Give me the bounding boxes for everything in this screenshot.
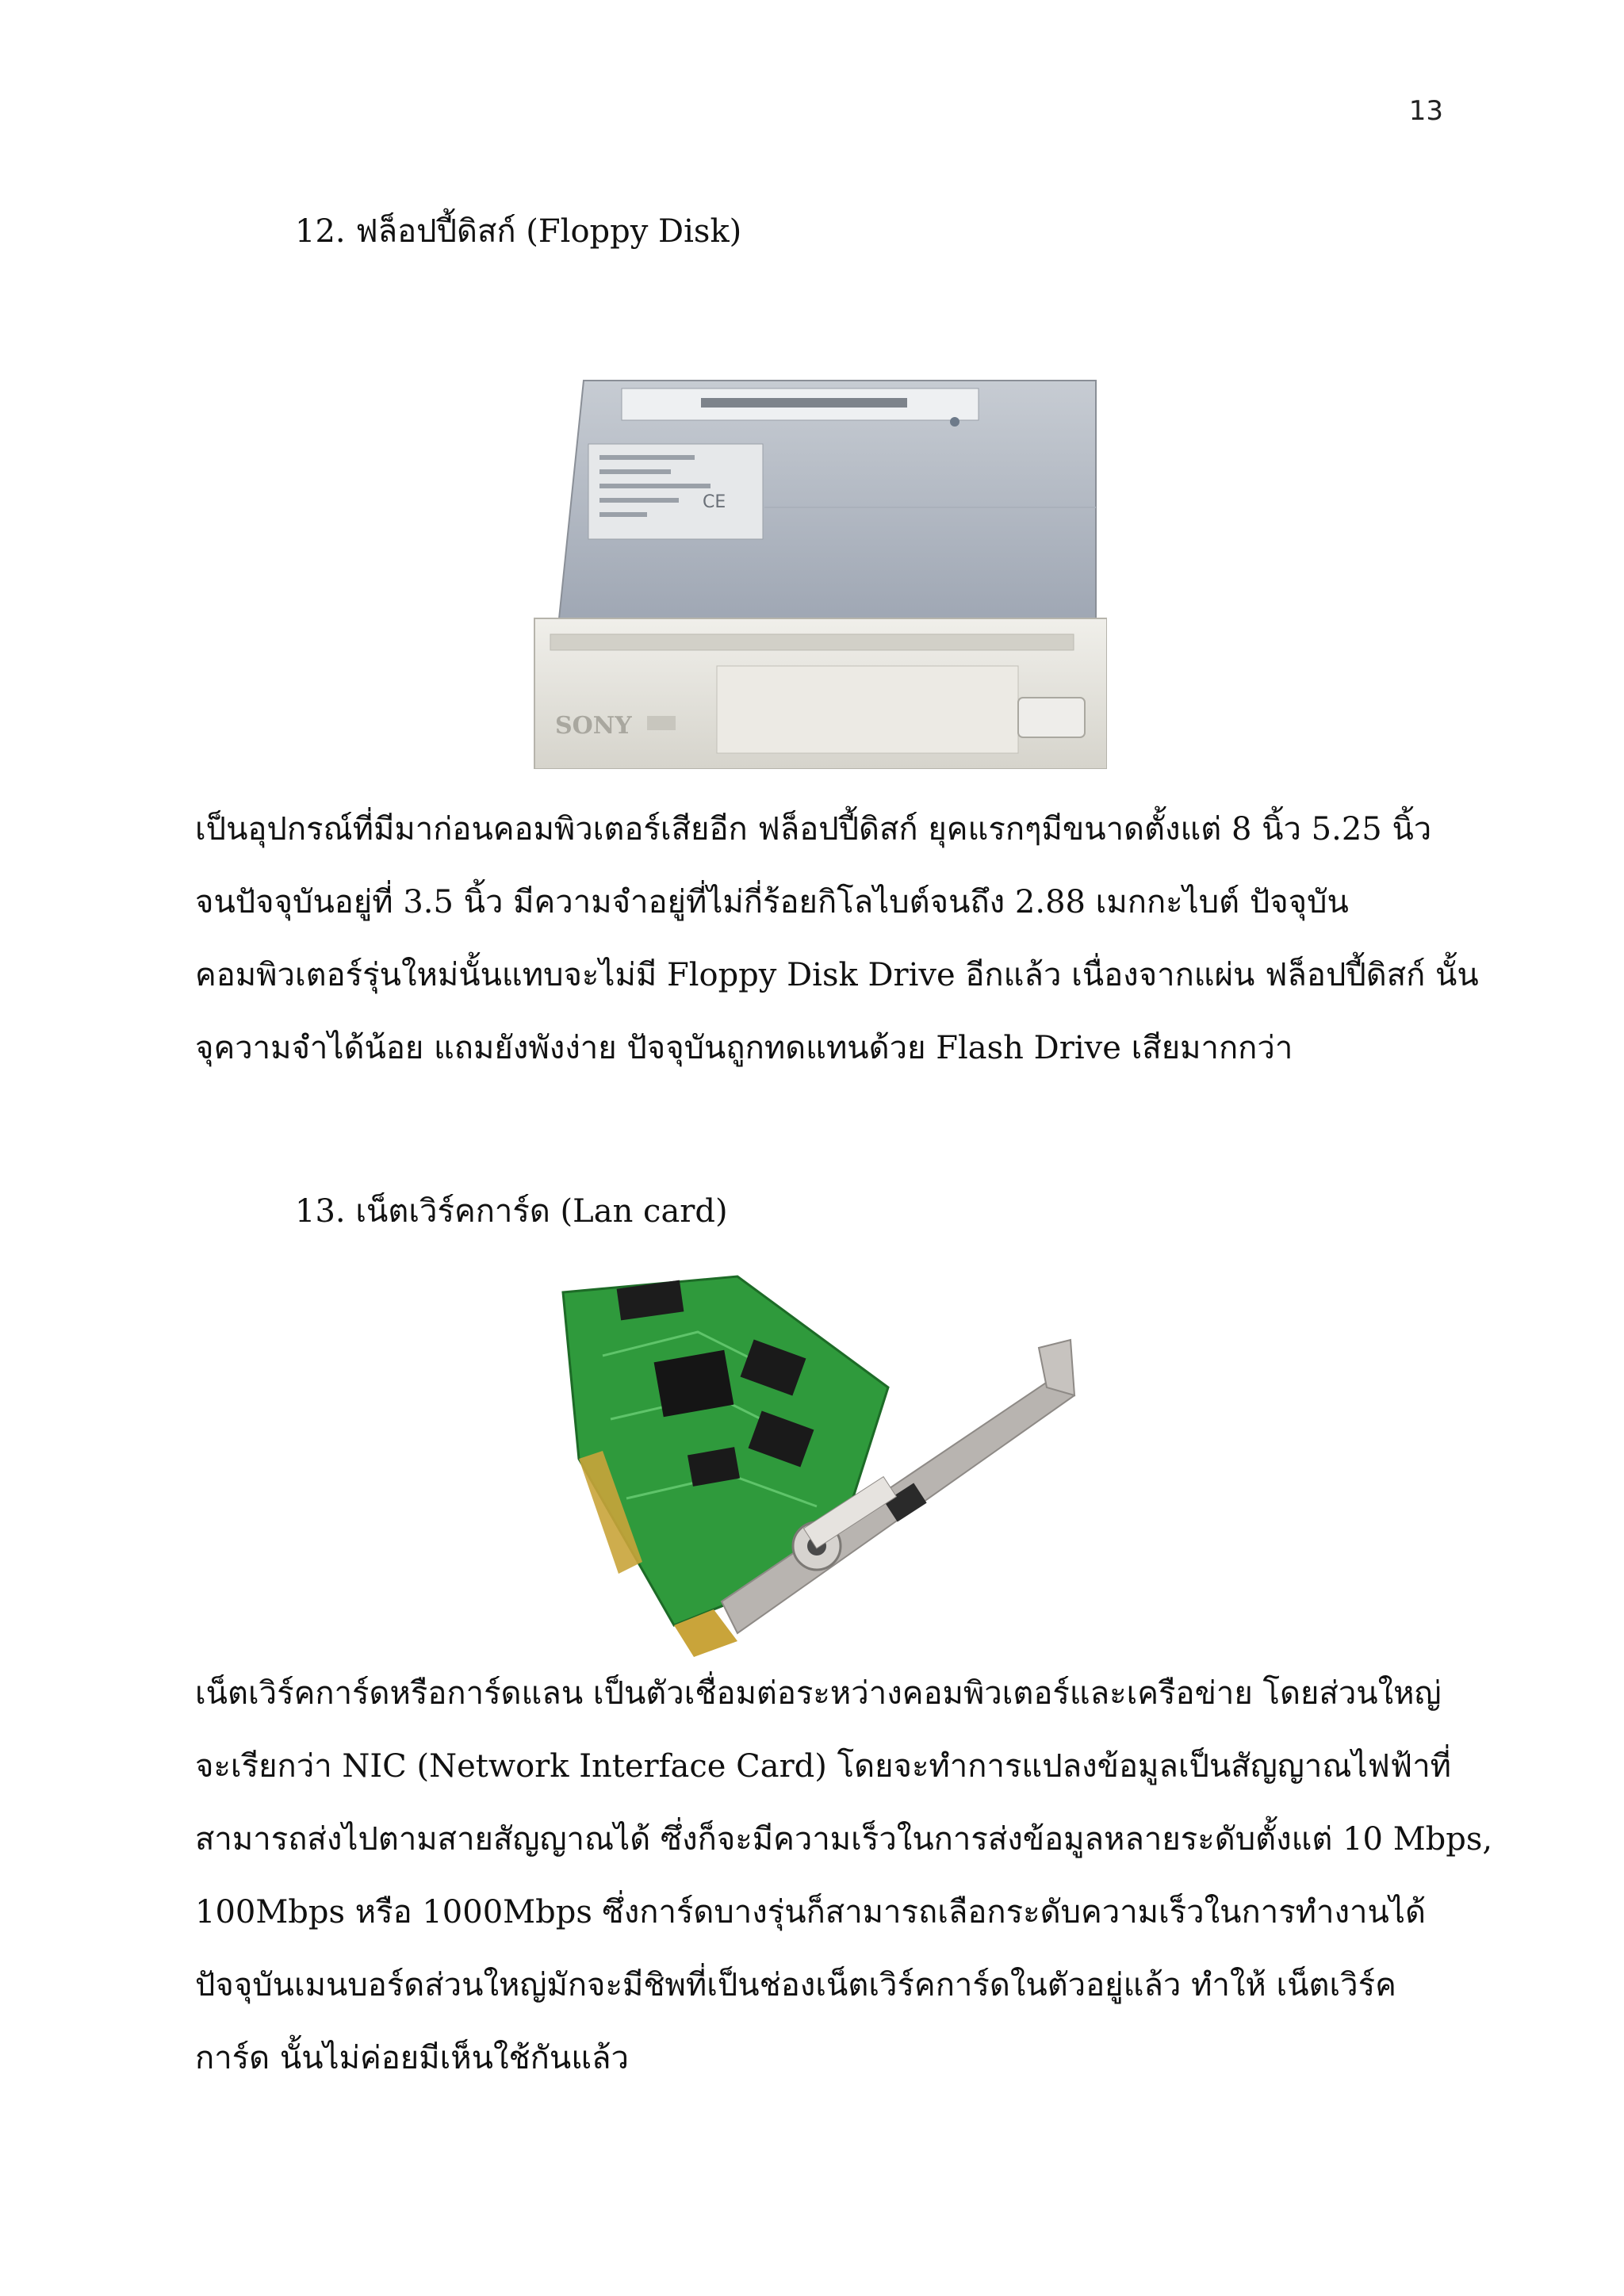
paragraph-lan-card: [195, 1657, 1493, 2095]
heading-lan-card: 13. เน็ตเวิร์คการ์ด (Lan card): [295, 1193, 728, 1230]
paragraph-line: เป็นอุปกรณ์ที่มีมาก่อนคอมพิวเตอร์เสียอีก ฟล็อปปี้ดิสก์ ยุคแรกๆมีขนาดตั้งแต่ 8 นิ้ว 5.25 นิ้ว: [195, 811, 1432, 848]
sony-logo: SONY: [555, 712, 632, 740]
paragraph-line: 100Mbps หรือ 1000Mbps ซึ่งการ์ดบางรุ่นก็สามารถเลือกระดับความเร็วในการทำงานได้: [195, 1894, 1426, 1931]
paragraph-floppy-disk: [195, 793, 1479, 1085]
paragraph-line: จะเรียกว่า NIC (Network Interface Card) โดยจะทำการแปลงข้อมูลเป็นสัญญาณไฟฟ้าที่: [195, 1748, 1452, 1785]
paragraph-line: การ์ด นั้นไม่ค่อยมีเห็นใช้กันแล้ว: [195, 2040, 629, 2076]
heading-floppy-disk: 12. ฟล็อปปี้ดิสก์ (Floppy Disk): [295, 213, 742, 250]
paragraph-line: ปัจจุบันเมนบอร์ดส่วนใหญ่มักจะมีชิพที่เป็นช่องเน็ตเวิร์คการ์ดในตัวอยู่แล้ว ทำให้ เน็ตเวิร์ค: [195, 1967, 1396, 2003]
floppy-disk-drive-photo: [527, 373, 1107, 769]
paragraph-line: เน็ตเวิร์คการ์ดหรือการ์ดแลน เป็นตัวเชื่อมต่อระหว่างคอมพิวเตอร์และเครือข่าย โดยส่วนใหญ่: [195, 1675, 1442, 1712]
paragraph-line: จนปัจจุบันอยู่ที่ 3.5 นิ้ว มีความจำอยู่ที่ไม่กี่ร้อยกิโลไบต์จนถึง 2.88 เมกกะไบต์ ปัจจุบัน: [195, 884, 1349, 920]
paragraph-line: สามารถส่งไปตามสายสัญญาณได้ ซึ่งก็จะมีความเร็วในการส่งข้อมูลหลายระดับตั้งแต่ 10 Mbps,: [195, 1821, 1493, 1858]
page-number: 13: [1408, 95, 1443, 127]
network-interface-card-photo: [555, 1261, 1078, 1657]
paragraph-line: คอมพิวเตอร์รุ่นใหม่นั้นแทบจะไม่มี Floppy Disk Drive อีกแล้ว เนื่องจากแผ่น ฟล็อปปี้ดิสก์ นั้น: [195, 957, 1479, 993]
svg-text:CE: CE: [703, 492, 726, 512]
paragraph-line: จุความจำได้น้อย แถมยังพังง่าย ปัจจุบันถูกทดแทนด้วย Flash Drive เสียมากกว่า: [195, 1030, 1293, 1066]
